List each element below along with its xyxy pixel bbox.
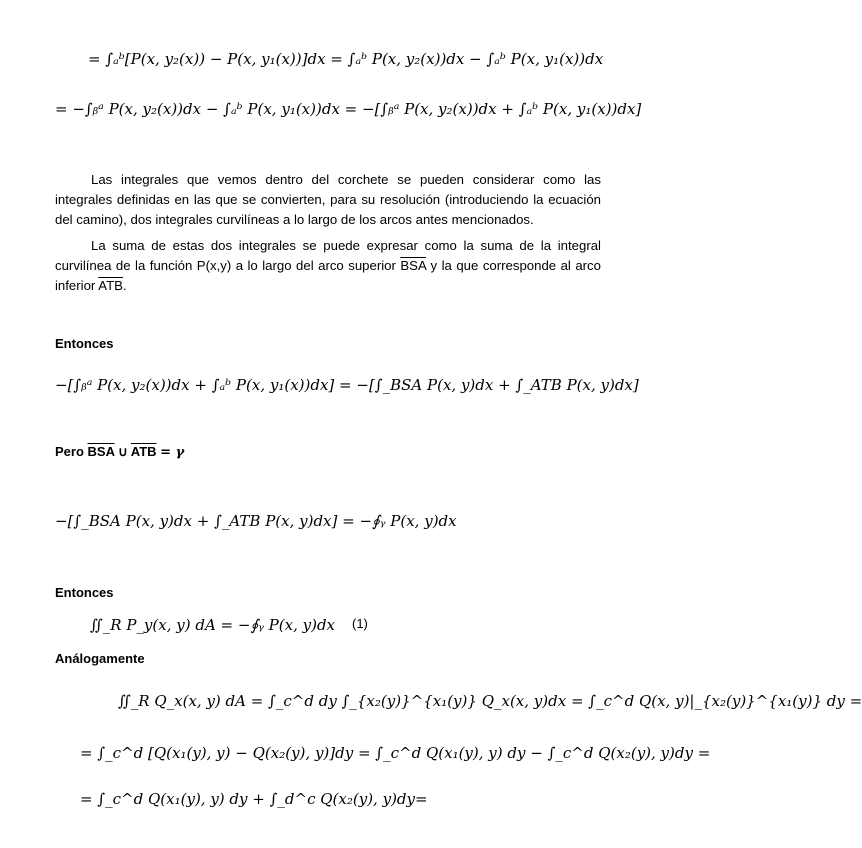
- equation-6-body: ∬_R P_y(x, y) dA = −∮ᵧ P(x, y)dx: [90, 616, 336, 634]
- heading-analogamente: Análogamente: [55, 651, 145, 666]
- equation-3: −[∫ᵦᵃ P(x, y₂(x))dx + ∫ₐᵇ P(x, y₁(x))dx] = −[∫_BSA P(x, y)dx + ∫_ATB P(x, y)dx]: [55, 376, 639, 394]
- union-symbol: ∪: [118, 444, 128, 459]
- paragraph-1: [55, 170, 601, 230]
- paragraph-2-text-a: La suma de estas dos integrales se puede expresar como la suma de la integral curvilínea de la función P(x,y) a lo largo del arco superior: [55, 238, 601, 273]
- equation-1: = ∫ₐᵇ[P(x, y₂(x)) − P(x, y₁(x))]dx = ∫ₐᵇ P(x, y₂(x))dx − ∫ₐᵇ P(x, y₁(x))dx: [88, 50, 604, 68]
- arc-atb: $\overline{ATB}$: [98, 278, 123, 293]
- equation-5: −[∫_BSA P(x, y)dx + ∫_ATB P(x, y)dx] = −∮ᵧ P(x, y)dx: [55, 512, 457, 530]
- heading-pero: [55, 444, 184, 460]
- pero-arc-atb: $\overline{ATB}$: [130, 444, 157, 459]
- heading-entonces-1: Entonces: [55, 336, 114, 351]
- paragraph-1-text: Las integrales que vemos dentro del corchete se pueden considerar como las integrales definidas en las que se convierten, para su resolución (introduciendo la ecuación del camino), dos integrales curvilíneas a lo largo de los arcos antes mencionados.: [55, 172, 601, 227]
- arc-bsa: $\overline{BSA}$: [400, 258, 427, 273]
- equation-6-number: (1): [352, 616, 368, 631]
- equation-6: [90, 616, 368, 634]
- paragraph-2: [55, 236, 601, 296]
- pero-eq-gamma: = γ: [160, 445, 185, 460]
- equation-2: = −∫ᵦᵃ P(x, y₂(x))dx − ∫ₐᵇ P(x, y₁(x))dx = −[∫ᵦᵃ P(x, y₂(x))dx + ∫ₐᵇ P(x, y₁(x))dx]: [55, 100, 642, 118]
- pero-label: Pero: [55, 444, 84, 459]
- pero-arc-bsa: $\overline{BSA}$: [87, 444, 115, 459]
- equation-8: = ∫_c^d [Q(x₁(y), y) − Q(x₂(y), y)]dy = ∫_c^d Q(x₁(y), y) dy − ∫_c^d Q(x₂(y), y)dy =: [80, 744, 711, 762]
- equation-9: = ∫_c^d Q(x₁(y), y) dy + ∫_d^c Q(x₂(y), y)dy=: [80, 790, 428, 808]
- heading-entonces-2: Entonces: [55, 585, 114, 600]
- equation-7: ∬_R Q_x(x, y) dA = ∫_c^d dy ∫_{x₂(y)}^{x₁(y)} Q_x(x, y)dx = ∫_c^d Q(x, y)|_{x₂(y)}^{x₁(y)} dy =: [118, 692, 862, 710]
- paragraph-2-text-b: y la que corresponde al arco inferior: [55, 258, 601, 293]
- paragraph-2-end: .: [122, 278, 127, 293]
